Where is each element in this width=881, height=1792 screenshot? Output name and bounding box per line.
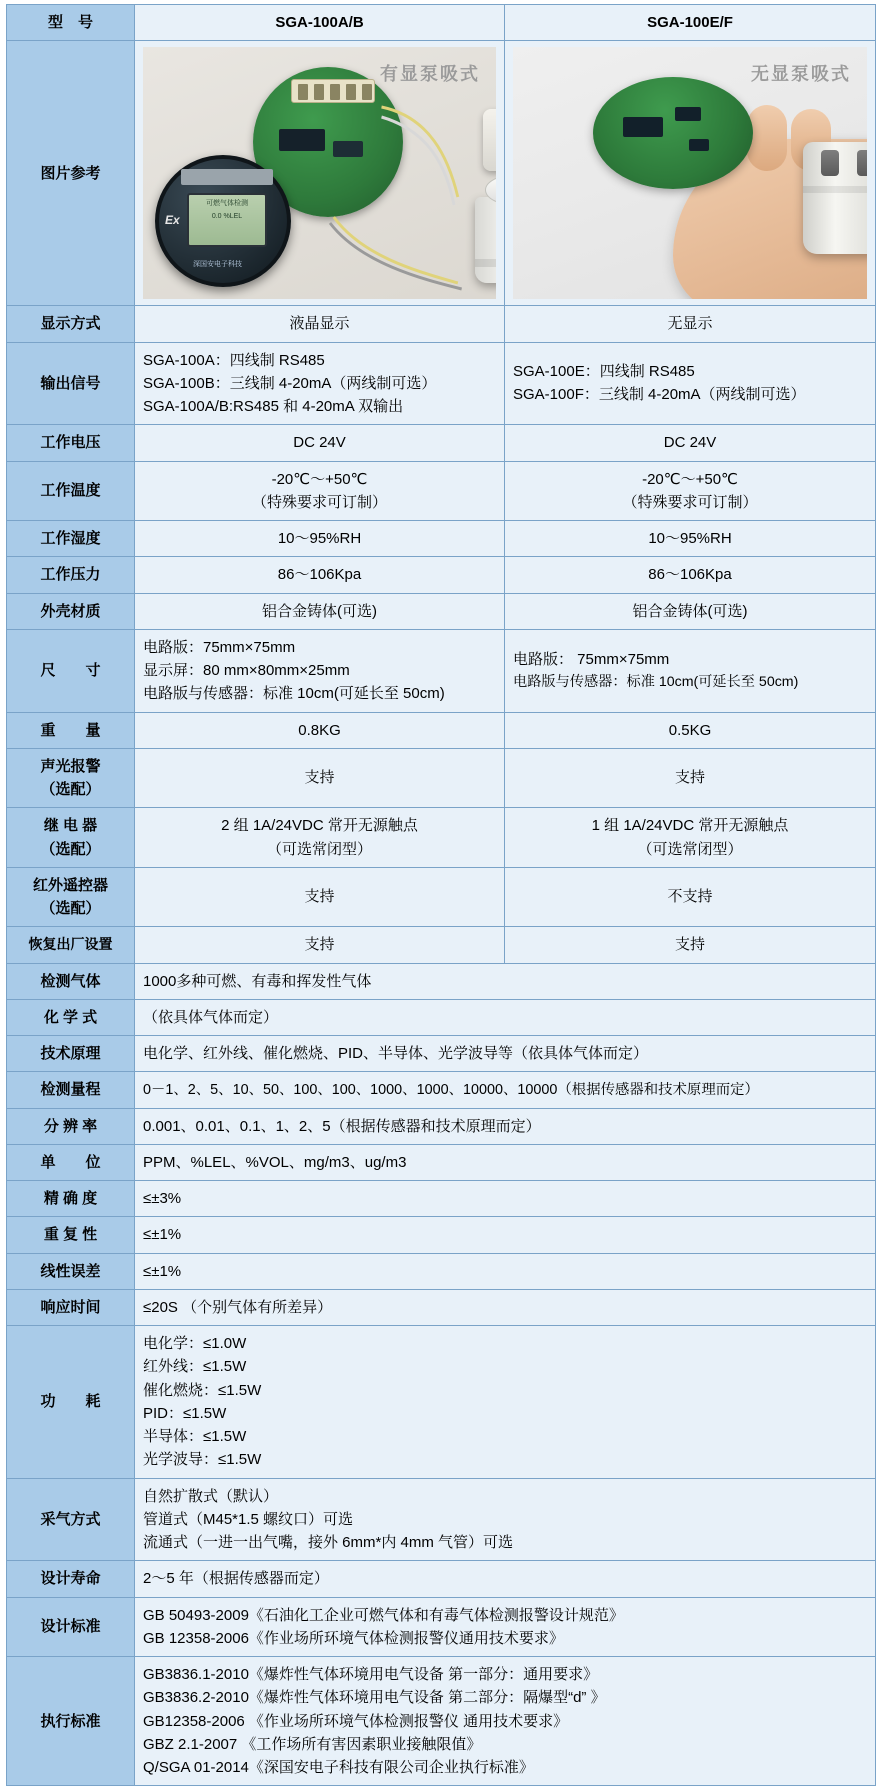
cell-line: 10～95%RH [277,530,362,547]
row-label: 检测气体 [7,963,135,999]
cell-a [135,712,505,748]
cell-line: （依具体气体而定） [143,1008,279,1026]
table-row [7,41,876,306]
cell-line: 0.8KG [298,721,341,739]
cell-line: 催化燃烧：≤1.5W [143,1381,262,1399]
cell-line: （特殊要求可订制） [251,493,387,511]
table-row [7,593,876,629]
cell-line: ≤±1% [143,1226,182,1244]
row-label: 精 确 度 [7,1181,135,1217]
row-label: 单 位 [7,1144,135,1180]
product-photo-a [143,47,496,299]
cell-b [505,927,876,963]
cell-b [505,521,876,557]
cell-b [505,712,876,748]
cell-line: -20℃～+50℃ [271,470,368,488]
cell-line: PPM、%LEL、%VOL、mg/m3、ug/m3 [143,1153,407,1171]
row-label: 设计标准 [7,1597,135,1657]
cell-line: 电路版与传感器：标准 10cm(可延长至 50cm) [513,674,799,691]
cell-span [135,999,876,1035]
cell-line: SGA-100F：三线制 4-20mA（两线制可选） [513,386,806,404]
cell-line: 管道式（M45*1.5 螺纹口）可选 [143,1510,354,1528]
row-label: 重 量 [7,712,135,748]
cell-a [135,306,505,342]
cell-line: 1 组 1A/24VDC 常开无源触点 [591,817,789,835]
cell-b [505,425,876,461]
cell-a [135,867,505,927]
row-label: 尺 寸 [7,629,135,712]
table-row [7,963,876,999]
cell-line: SGA-100A：四线制 RS485 [143,351,325,369]
cell-b [505,748,876,808]
cell-line: SGA-100E：四线制 RS485 [513,363,695,381]
cell-line: 电路版：75mm×75mm [143,638,296,656]
table-row [7,748,876,808]
cell-line: 0－1、2、5、10、50、100、100、1000、1000、10000、10000（根据传感器和技术原理而定） [143,1081,759,1098]
table-body [7,5,876,1786]
cell-line: 86～106Kpa [277,566,362,584]
cell-span [135,1036,876,1072]
cell-b [505,629,876,712]
cell-line: 电路版： 75mm×75mm [513,651,670,668]
cell-a [135,629,505,712]
cell-line: 86～106Kpa [648,566,732,584]
row-label-line2: （选配） [40,900,101,917]
cell-a [135,808,505,868]
table-row [7,629,876,712]
cell-line: 电化学、红外线、催化燃烧、PID、半导体、光学波导等（依具体气体而定） [143,1045,649,1062]
cell-a [135,461,505,521]
row-label: 线性误差 [7,1253,135,1289]
cell-line: DC 24V [663,434,717,452]
table-row [7,461,876,521]
row-label: 采气方式 [7,1478,135,1561]
cell-line: 液晶显示 [289,315,350,333]
row-label: 重 复 性 [7,1217,135,1253]
cell-span [135,1478,876,1561]
cell-b [505,867,876,927]
cell-span [135,1657,876,1786]
cell-line: 铝合金铸体(可选) [262,602,377,620]
row-label: 技术原理 [7,1036,135,1072]
row-label: 执行标准 [7,1657,135,1786]
cell-line: Q/SGA 01-2014《深国安电子科技有限公司企业执行标准》 [143,1759,534,1776]
row-label: 功 耗 [7,1326,135,1479]
ex-mark: Ex [165,213,180,228]
row-label: 工作湿度 [7,521,135,557]
row-label: 输出信号 [7,342,135,425]
cell-line: 流通式（一进一出气嘴，接外 6mm*内 4mm 气管）可选 [143,1534,514,1551]
cell-b [505,808,876,868]
cell-line: 电化学：≤1.0W [143,1335,247,1352]
table-row [7,712,876,748]
cell-a [135,927,505,963]
photo-a-caption: 有显泵吸式 [380,64,480,85]
cell-line: 支持 [674,936,705,954]
product-photo-a-cell [135,41,505,306]
product-photo-b [513,47,867,299]
cell-line: GB 12358-2006《作业场所环境气体检测报警仪通用技术要求》 [143,1629,564,1647]
table-row [7,1144,876,1180]
cell-line: 2 组 1A/24VDC 常开无源触点 [221,817,418,835]
row-label: 检测量程 [7,1072,135,1108]
table-row [7,1561,876,1597]
cell-span [135,1144,876,1180]
row-label: 型 号 [7,5,135,41]
cell-a [135,521,505,557]
row-label [7,867,135,927]
cell-span [135,1561,876,1597]
photo-b-caption: 无显泵吸式 [751,64,851,85]
row-label-line1: 红外遥控器 [32,876,108,894]
row-label: 恢复出厂设置 [7,927,135,963]
cell-line: （可选常闭型） [266,840,372,858]
cell-line: 0.5KG [668,721,712,739]
table-row [7,1253,876,1289]
table-row [7,1072,876,1108]
cell-line: SGA-100B：三线制 4-20mA（两线制可选） [143,374,437,392]
table-row [7,999,876,1035]
cell-line: 光学波导：≤1.5W [143,1451,262,1469]
cell-line: ≤±3% [143,1190,182,1207]
cell-line: 半导体：≤1.5W [143,1428,247,1445]
row-label-line2: （选配） [40,840,101,858]
gas-sensor-b-icon [803,142,867,254]
table-row [7,927,876,963]
cell-line: 自然扩散式（默认） [143,1487,279,1505]
cell-a [135,557,505,593]
cell-line: GB3836.2-2010《爆炸性气体环境用电气设备 第二部分：隔爆型“d” 》 [143,1689,606,1707]
cell-line: 支持 [674,769,705,787]
meter-brand: 深国安电子科技 [193,261,242,269]
table-row [7,425,876,461]
model-a: SGA-100A/B [135,5,505,41]
cell-span [135,1253,876,1289]
cell-line: PID：≤1.5W [143,1404,227,1422]
cell-a [135,425,505,461]
cell-line: 显示屏：80 mm×80mm×25mm [143,662,350,679]
meter-line-2: 0.0 %LEL [211,213,243,221]
row-label [7,808,135,868]
cell-span [135,1108,876,1144]
cell-line: GBZ 2.1-2007 《工作场所有害因素职业接触限值》 [143,1735,482,1753]
cell-b [505,593,876,629]
cell-span [135,1072,876,1108]
cell-line: ≤±1% [143,1262,182,1280]
specification-table [6,4,876,1786]
table-row [7,521,876,557]
cell-span [135,1289,876,1325]
product-photo-b-cell [505,41,876,306]
model-b: SGA-100E/F [505,5,876,41]
cell-b [505,461,876,521]
cell-line: 铝合金铸体(可选) [632,602,748,620]
table-row [7,342,876,425]
table-row [7,1181,876,1217]
cell-line: 支持 [304,888,335,906]
cell-span [135,1326,876,1479]
table-row [7,1597,876,1657]
table-row [7,1036,876,1072]
cell-line: 不支持 [667,888,713,906]
cell-a [135,593,505,629]
cell-line: -20℃～+50℃ [642,470,738,488]
cell-line: 1000多种可燃、有毒和挥发性气体 [143,972,372,990]
meter-line-1: 可燃气体检测 [206,200,248,208]
row-label: 工作电压 [7,425,135,461]
row-label-line2: （选配） [40,781,101,798]
cell-a [135,342,505,425]
cell-line: ≤20S （个别气体有所差异） [143,1298,333,1316]
cell-line: DC 24V [293,434,346,452]
row-label: 图片参考 [7,41,135,306]
cell-line: 0.001、0.01、0.1、1、2、5（根据传感器和技术原理而定） [143,1117,541,1135]
cell-b [505,306,876,342]
row-label: 分 辨 率 [7,1108,135,1144]
table-row [7,5,876,41]
cell-span [135,963,876,999]
table-row [7,867,876,927]
cell-line: 支持 [304,769,335,787]
table-row [7,1289,876,1325]
row-label [7,748,135,808]
cell-line: （特殊要求可订制） [622,493,758,511]
table-row [7,557,876,593]
row-label: 工作压力 [7,557,135,593]
table-row [7,1326,876,1479]
cell-a [135,748,505,808]
table-row [7,1217,876,1253]
cell-line: GB3836.1-2010《爆炸性气体环境用电气设备 第一部分：通用要求》 [143,1666,599,1683]
cell-line: 无显示 [667,315,713,333]
cell-line: SGA-100A/B:RS485 和 4-20mA 双输出 [143,398,404,415]
row-label: 工作温度 [7,461,135,521]
table-row [7,1657,876,1786]
table-row [7,1478,876,1561]
row-label: 外壳材质 [7,593,135,629]
cell-b [505,557,876,593]
cell-line: GB 50493-2009《石油化工企业可燃气体和有毒气体检测报警设计规范》 [143,1606,624,1624]
cell-line: 电路版与传感器：标准 10cm(可延长至 50cm) [143,685,445,703]
row-label: 响应时间 [7,1289,135,1325]
row-label-line1: 继 电 器 [43,817,98,835]
circuit-board-b-icon [593,77,753,189]
cell-line: GB12358-2006 《作业场所环境气体检测报警仪 通用技术要求》 [143,1712,569,1730]
row-label: 设计寿命 [7,1561,135,1597]
cell-span [135,1181,876,1217]
row-label-line1: 声光报警 [40,757,101,775]
table-row [7,1108,876,1144]
cell-span [135,1597,876,1657]
cell-line: 2～5 年（根据传感器而定） [143,1570,329,1588]
row-label: 化 学 式 [7,999,135,1035]
cell-line: （可选常闭型） [637,840,743,858]
cell-b [505,342,876,425]
table-row [7,306,876,342]
cell-line: 10～95%RH [648,530,732,547]
cell-span [135,1217,876,1253]
cell-line: 支持 [304,936,335,954]
cell-line: 红外线：≤1.5W [143,1358,247,1376]
row-label: 显示方式 [7,306,135,342]
table-row [7,808,876,868]
